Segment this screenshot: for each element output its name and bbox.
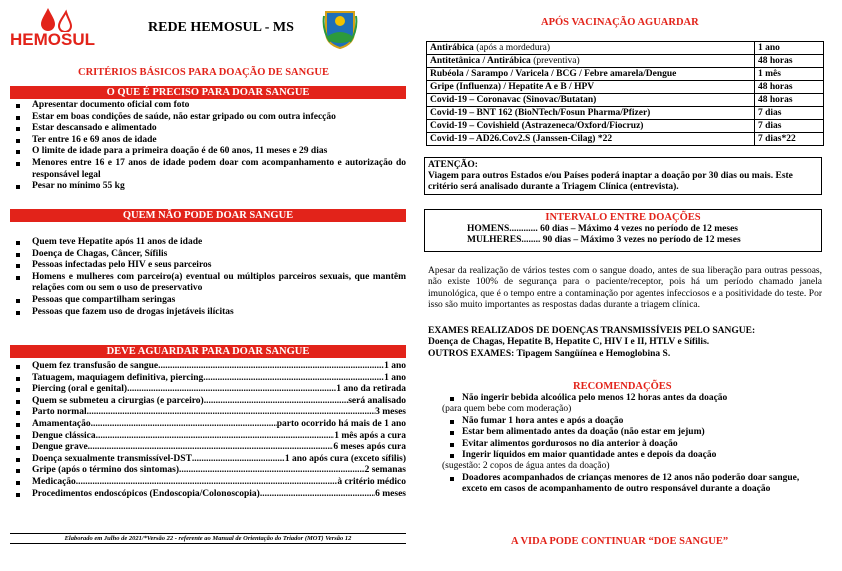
list-item: Piercing (oral e genital) ..... 1 ano da retirada (10, 384, 406, 396)
list-item: Quem se submeteu a cirurgias (e parceiro) ..... será analisado (10, 396, 406, 408)
list-item: Medicação ..... à critério médico (10, 477, 406, 489)
wait-list (10, 361, 406, 500)
state-crest-icon (322, 6, 358, 50)
list-item: Pessoas que compartilham seringas (10, 295, 406, 307)
list-item: Dengue grave ..... 6 meses após cura (10, 442, 406, 454)
table-row: Covid-19 – Covishield (Astrazeneca/Oxford/Fiocruz) 7 dias (427, 120, 824, 133)
table-row: Gripe (Influenza) / Hepatite A e B / HPV 48 horas (427, 81, 824, 94)
criteria-title: CRITÉRIOS BÁSICOS PARA DOAÇÃO DE SANGUE (78, 67, 329, 78)
list-item: Estar bem alimentado antes da doação (não estar em jejum) (444, 427, 824, 438)
interval-women: MULHERES........ 90 dias – Máximo 3 vezes no período de 12 meses (467, 235, 741, 245)
interval-title: INTERVALO ENTRE DOAÇÕES (545, 212, 701, 223)
list-item: Estar em boas condições de saúde, não estar gripado ou com outra infecção (10, 112, 406, 124)
need-section-title: O QUE É PRECISO PARA DOAR SANGUE (10, 86, 406, 99)
exams-list: Doença de Chagas, Hepatite B, Hepatite C, HIV I e II, HTLV e Sífilis. (428, 337, 710, 348)
window-paragraph: Apesar da realização de vários testes com o sangue doado, antes de sua liberação para outras pessoas, não existe 100% de segurança para o paciente/receptor, pois há um período chamado janela imunológica, que é o tempo entre a contaminação por agentes infecciosos e a positividade do teste. Por isso são muito importantes as respostas dadas durante a triagem clínica. (428, 266, 822, 311)
table-row: Covid-19 – AD26.Cov2.S (Janssen-Cilag) *22 7 dias*22 (427, 133, 824, 146)
list-item: Evitar alimentos gordurosos no dia anterior à doação (444, 439, 824, 450)
list-item: Apresentar documento oficial com foto (10, 100, 406, 112)
list-item: Quem teve Hepatite após 11 anos de idade (10, 237, 406, 249)
list-item-note: (sugestão: 2 copos de água antes da doação) (442, 461, 610, 472)
interval-box (424, 209, 822, 252)
list-item: Ter entre 16 e 69 anos de idade (10, 135, 406, 147)
list-item: Pessoas infectadas pelo HIV e seus parceiros (10, 260, 406, 272)
list-item: Pessoas que fazem uso de drogas injetáveis ilícitas (10, 307, 406, 319)
cannot-section-title: QUEM NÃO PODE DOAR SANGUE (10, 209, 406, 222)
list-item: Não fumar 1 hora antes e após a doação (444, 416, 824, 427)
list-item: Ingerir líquidos em maior quantidade antes e depois da doação (444, 450, 824, 461)
list-item: Doadores acompanhados de crianças menores de 12 anos não poderão doar sangue, exceto em casos de acompanhamento de outro responsável durante a doação (444, 473, 824, 496)
list-item: Doença de Chagas, Câncer, Sífilis (10, 249, 406, 261)
table-row: Rubéola / Sarampo / Varicela / BCG / Febre amarela/Dengue 1 mês (427, 68, 824, 81)
exams-heading: EXAMES REALIZADOS DE DOENÇAS TRANSMISSÍVEIS PELO SANGUE: (428, 326, 756, 336)
list-item: Doença sexualmente transmissível-DST ..... 1 ano após cura (exceto sífilis) (10, 454, 406, 466)
need-list (10, 100, 406, 193)
hemosul-logo: HEMOSUL (10, 30, 95, 49)
list-item: Menores entre 16 e 17 anos de idade podem doar com acompanhamento e autorização do responsável legal (10, 158, 406, 181)
list-item: Estar descansado e alimentado (10, 123, 406, 135)
list-item: Procedimentos endoscópicos (Endoscopia/Colonoscopia) ..... 6 meses (10, 489, 406, 501)
exams-block (428, 326, 822, 360)
recommendations-list (444, 393, 824, 496)
table-row: Covid-19 – Coronavac (Sinovac/Butatan) 48 horas (427, 94, 824, 107)
attention-text: Viagem para outros Estados e/ou Países poderá inaptar a doação por 30 dias ou mais. Este critério será analisado durante a Triagem Clínica (entrevista). (428, 171, 793, 192)
attention-title: ATENÇÃO: (428, 160, 478, 170)
interval-men: HOMENS............ 60 dias – Máximo 4 vezes no período de 12 meses (467, 223, 739, 234)
list-item: Pesar no mínimo 55 kg (10, 181, 406, 193)
other-exams: OUTROS EXAMES: Tipagem Sangüínea e Hemoglobina S. (428, 348, 671, 359)
attention-box (424, 157, 822, 195)
vaccine-title: APÓS VACINAÇÃO AGUARDAR (541, 17, 699, 28)
list-item: Gripe (após o término dos sintomas) ..... 2 semanas (10, 465, 406, 477)
list-item: Quem fez transfusão de sangue ..... 1 ano (10, 361, 406, 373)
list-item-note: (para quem bebe com moderação) (442, 404, 572, 415)
recommendations-title: RECOMENDAÇÕES (573, 381, 672, 392)
footer-note: Elaborado em Julho de 2021/*Versão 22 - referente ao Manual de Orientação do Triador (MOT) Versão 12 (10, 533, 406, 544)
table-row: Antitetânica / Antirábica (preventiva) 48 horas (427, 55, 824, 68)
list-item: Dengue clássica ..... 1 mês após a cura (10, 431, 406, 443)
page-title: REDE HEMOSUL - MS (148, 20, 294, 35)
vaccine-table (426, 41, 824, 146)
table-row: Covid-19 – BNT 162 (BioNTech/Fosun Pharma/Pfizer) 7 dias (427, 107, 824, 120)
table-row: Antirábica (após a mordedura) 1 ano (427, 42, 824, 55)
cannot-list (10, 237, 406, 318)
wait-section-title: DEVE AGUARDAR PARA DOAR SANGUE (10, 345, 406, 358)
list-item: O limite de idade para a primeira doação é de 60 anos, 11 meses e 29 dias (10, 146, 406, 158)
list-item: Tatuagem, maquiagem definitiva, piercing ..... 1 ano (10, 373, 406, 385)
list-item: Não ingerir bebida alcoólica pelo menos 12 horas antes da doação (444, 393, 824, 404)
list-item: Homens e mulheres com parceiro(a) eventual ou múltiplos parceiros sexuais, que mantêm relações com ou sem o uso de preservativo (10, 272, 406, 295)
blood-drops-icon (38, 6, 78, 32)
list-item: Parto normal ..... 3 meses (10, 407, 406, 419)
list-item: Amamentação ..... parto ocorrido há mais de 1 ano (10, 419, 406, 431)
closing-slogan: A VIDA PODE CONTINUAR “DOE SANGUE” (511, 536, 729, 547)
